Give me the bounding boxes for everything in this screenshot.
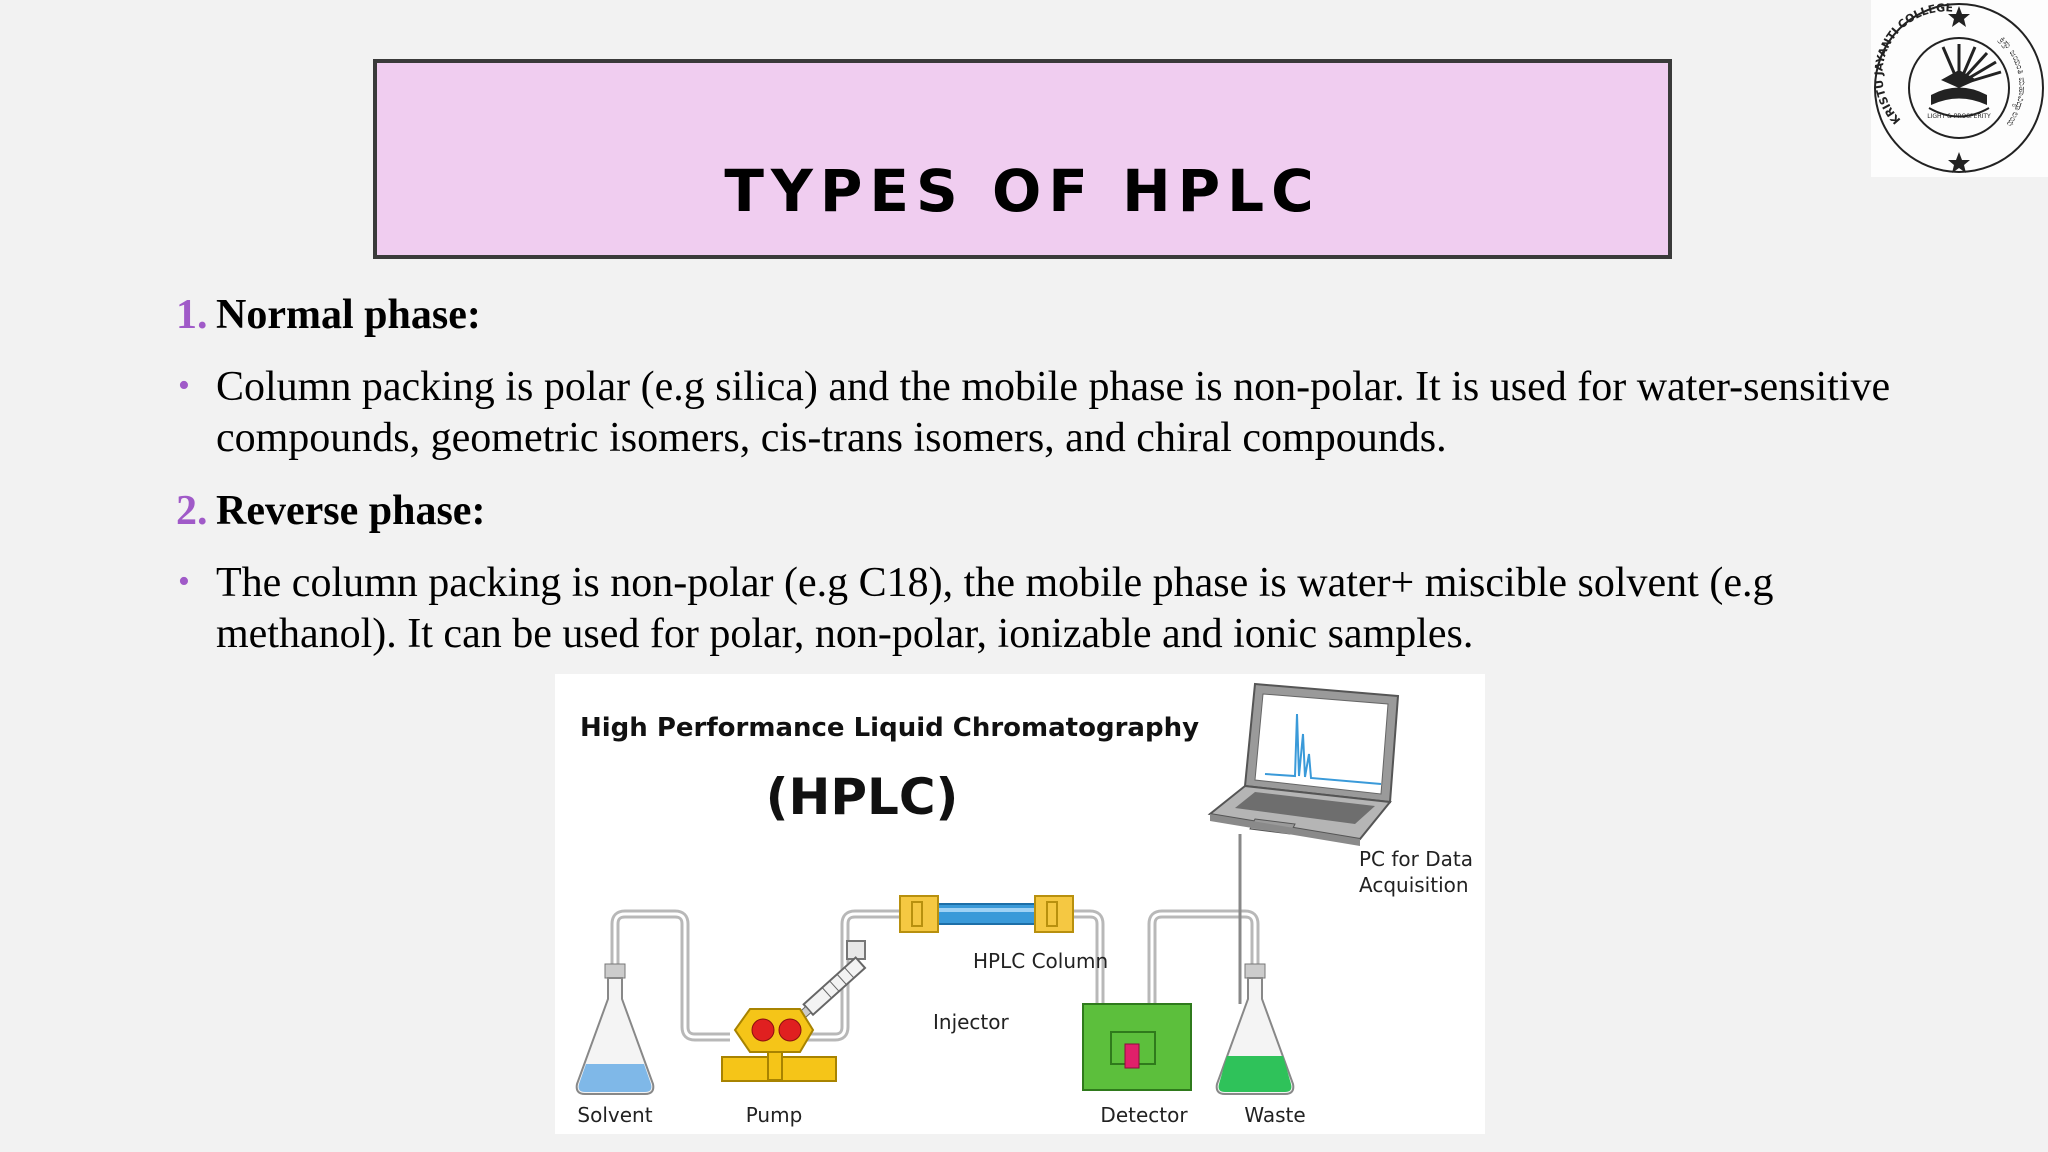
- label-pump: Pump: [745, 1103, 803, 1127]
- section-2-bullet: •: [178, 563, 190, 600]
- solvent-flask-icon: [577, 964, 654, 1094]
- diagram-title: High Performance Liquid Chromatography: [580, 713, 1200, 743]
- logo-college-name: KRISTU JAYANTI COLLEGE: [1872, 1, 1954, 127]
- logo-college-name-kannada: ಕ್ರಿಸ್ತು ಜಯಂತಿ ಮಹಾವಿದ್ಯಾಲಯ: [1996, 34, 2027, 129]
- section-2-line-1: The column packing is non-polar (e.g C18), the mobile phase is water+ miscible solvent (e.g: [216, 560, 1774, 606]
- college-logo: [1871, 0, 2048, 177]
- section-1-bullet: •: [178, 367, 190, 404]
- section-2-heading: Reverse phase:: [216, 488, 486, 534]
- section-2-paragraph: [216, 558, 1773, 660]
- label-injector: Injector: [933, 1010, 1009, 1034]
- label-solvent: Solvent: [577, 1103, 653, 1127]
- section-2-line-2: methanol). It can be used for polar, non-polar, ionizable and ionic samples.: [216, 611, 1474, 657]
- section-1-heading: Normal phase:: [216, 292, 481, 338]
- detector-icon: [1083, 1004, 1191, 1090]
- label-pc-line-2: Acquisition: [1359, 873, 1469, 897]
- section-1-number: 1.: [176, 292, 208, 338]
- injector-port: [847, 941, 865, 959]
- slide-title: TYPES OF HPLC: [724, 157, 1321, 225]
- section-1-line-1: Column packing is polar (e.g silica) and the mobile phase is non-polar. It is used for water-sensitive: [216, 364, 1891, 410]
- title-box: [373, 59, 1672, 259]
- hplc-diagram: [555, 674, 1485, 1134]
- pump-icon: [722, 1009, 836, 1081]
- label-waste: Waste: [1244, 1103, 1306, 1127]
- section-1-paragraph: [216, 362, 1890, 464]
- label-pc-line-1: PC for Data: [1359, 847, 1473, 871]
- logo-motto: LIGHT & PROSPERITY: [1927, 113, 1991, 120]
- section-1-line-2: compounds, geometric isomers, cis-trans isomers, and chiral compounds.: [216, 415, 1447, 461]
- laptop-icon: [1210, 684, 1398, 846]
- section-2-number: 2.: [176, 488, 208, 534]
- label-detector: Detector: [1100, 1103, 1188, 1127]
- waste-flask-icon: [1217, 964, 1294, 1094]
- diagram-subtitle: (HPLC): [765, 768, 959, 826]
- label-hplc-column: HPLC Column: [973, 949, 1109, 973]
